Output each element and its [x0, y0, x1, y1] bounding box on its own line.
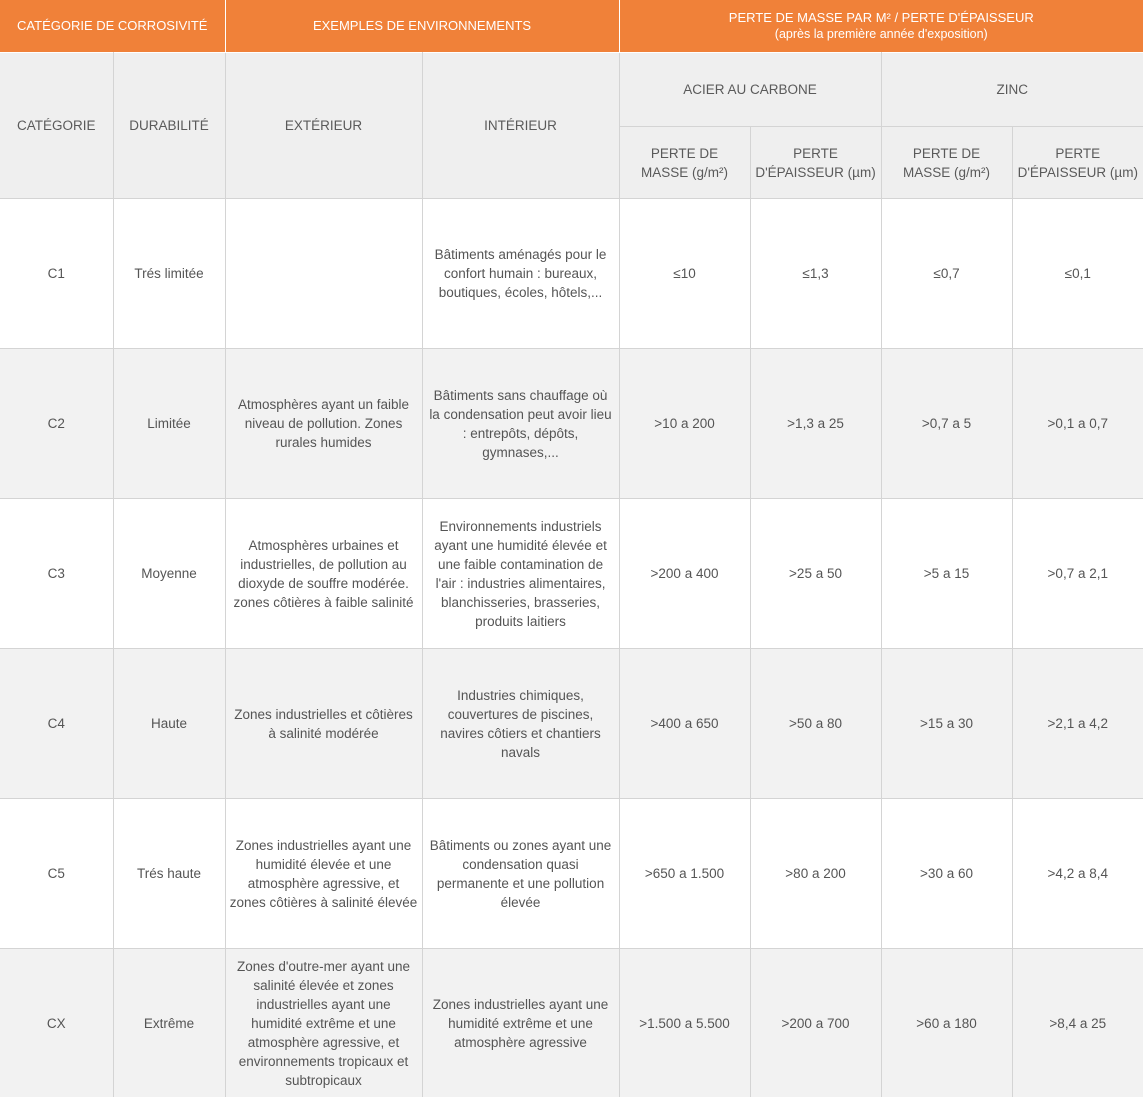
table-row — [0, 949, 1143, 1098]
cell-interior: Bâtiments ou zones ayant une condensation quasi permanente et une pollution élevée — [422, 799, 619, 949]
table-group-header — [0, 0, 1143, 53]
table-subheader-row-1 — [0, 53, 1143, 127]
cell-exterior — [225, 199, 422, 349]
cell-steel-mass: >1.500 a 5.500 — [619, 949, 750, 1098]
table-row — [0, 799, 1143, 949]
cell-category: C2 — [0, 349, 113, 499]
cell-zinc-mass: >5 a 15 — [881, 499, 1012, 649]
header-loss-group — [619, 0, 1143, 53]
cell-steel-mass: ≤10 — [619, 199, 750, 349]
cell-steel-thickness: >25 a 50 — [750, 499, 881, 649]
cell-category: C3 — [0, 499, 113, 649]
cell-steel-mass: >400 a 650 — [619, 649, 750, 799]
cell-steel-mass: >200 a 400 — [619, 499, 750, 649]
header-carbon-steel: ACIER AU CARBONE — [619, 53, 881, 127]
cell-category: C5 — [0, 799, 113, 949]
cell-steel-thickness: >80 a 200 — [750, 799, 881, 949]
header-category: CATÉGORIE — [0, 53, 113, 199]
header-steel-thickness-loss: PERTE D'ÉPAISSEUR (µm) — [750, 127, 881, 199]
cell-category: CX — [0, 949, 113, 1098]
header-examples-group: EXEMPLES DE ENVIRONNEMENTS — [225, 0, 619, 53]
header-zinc: ZINC — [881, 53, 1143, 127]
cell-steel-mass: >650 a 1.500 — [619, 799, 750, 949]
cell-zinc-mass: >60 a 180 — [881, 949, 1012, 1098]
table-row — [0, 349, 1143, 499]
cell-interior: Industries chimiques, couvertures de piscines, navires côtiers et chantiers navals — [422, 649, 619, 799]
cell-zinc-thickness: ≤0,1 — [1012, 199, 1143, 349]
cell-zinc-mass: >15 a 30 — [881, 649, 1012, 799]
table-row — [0, 649, 1143, 799]
cell-durability: Haute — [113, 649, 225, 799]
cell-steel-thickness: >50 a 80 — [750, 649, 881, 799]
cell-exterior: Zones industrielles ayant une humidité élevée et une atmosphère agressive, et zones côtières à salinité élevée — [225, 799, 422, 949]
cell-durability: Trés haute — [113, 799, 225, 949]
cell-interior: Environnements industriels ayant une humidité élevée et une faible contamination de l'air : industries alimentaires, blanchisseries, brasseries, produits laitiers — [422, 499, 619, 649]
cell-zinc-mass: >0,7 a 5 — [881, 349, 1012, 499]
header-zinc-mass-loss: PERTE DE MASSE (g/m²) — [881, 127, 1012, 199]
header-loss-subtitle: (après la première année d'exposition) — [774, 27, 988, 41]
cell-durability: Extrême — [113, 949, 225, 1098]
cell-category: C1 — [0, 199, 113, 349]
cell-steel-thickness: >200 a 700 — [750, 949, 881, 1098]
cell-zinc-mass: >30 a 60 — [881, 799, 1012, 949]
header-exterior: EXTÉRIEUR — [225, 53, 422, 199]
header-interior: INTÉRIEUR — [422, 53, 619, 199]
cell-exterior: Atmosphères urbaines et industrielles, de pollution au dioxyde de souffre modérée. zones côtières à faible salinité — [225, 499, 422, 649]
cell-zinc-thickness: >0,7 a 2,1 — [1012, 499, 1143, 649]
cell-zinc-thickness: >0,1 a 0,7 — [1012, 349, 1143, 499]
header-category-group: CATÉGORIE DE CORROSIVITÉ — [0, 0, 225, 53]
cell-zinc-thickness: >2,1 a 4,2 — [1012, 649, 1143, 799]
cell-durability: Moyenne — [113, 499, 225, 649]
cell-steel-mass: >10 a 200 — [619, 349, 750, 499]
header-loss-title: PERTE DE MASSE PAR M² / PERTE D'ÉPAISSEUR — [728, 10, 1034, 25]
cell-interior: Bâtiments sans chauffage où la condensation peut avoir lieu : entrepôts, dépôts, gymnases,... — [422, 349, 619, 499]
cell-durability: Trés limitée — [113, 199, 225, 349]
table-row — [0, 499, 1143, 649]
cell-durability: Limitée — [113, 349, 225, 499]
cell-exterior: Atmosphères ayant un faible niveau de pollution. Zones rurales humides — [225, 349, 422, 499]
cell-steel-thickness: >1,3 a 25 — [750, 349, 881, 499]
cell-interior: Zones industrielles ayant une humidité extrême et une atmosphère agressive — [422, 949, 619, 1098]
table-row — [0, 199, 1143, 349]
cell-exterior: Zones industrielles et côtières à salinité modérée — [225, 649, 422, 799]
cell-zinc-thickness: >8,4 a 25 — [1012, 949, 1143, 1098]
cell-category: C4 — [0, 649, 113, 799]
header-zinc-thickness-loss: PERTE D'ÉPAISSEUR (µm) — [1012, 127, 1143, 199]
cell-zinc-mass: ≤0,7 — [881, 199, 1012, 349]
cell-zinc-thickness: >4,2 a 8,4 — [1012, 799, 1143, 949]
cell-exterior: Zones d'outre-mer ayant une salinité élevée et zones industrielles ayant une humidité extrême et une atmosphère agressive, et environnements tropicaux et subtropicaux — [225, 949, 422, 1098]
header-durability: DURABILITÉ — [113, 53, 225, 199]
cell-interior: Bâtiments aménagés pour le confort humain : bureaux, boutiques, écoles, hôtels,... — [422, 199, 619, 349]
header-steel-mass-loss: PERTE DE MASSE (g/m²) — [619, 127, 750, 199]
cell-steel-thickness: ≤1,3 — [750, 199, 881, 349]
